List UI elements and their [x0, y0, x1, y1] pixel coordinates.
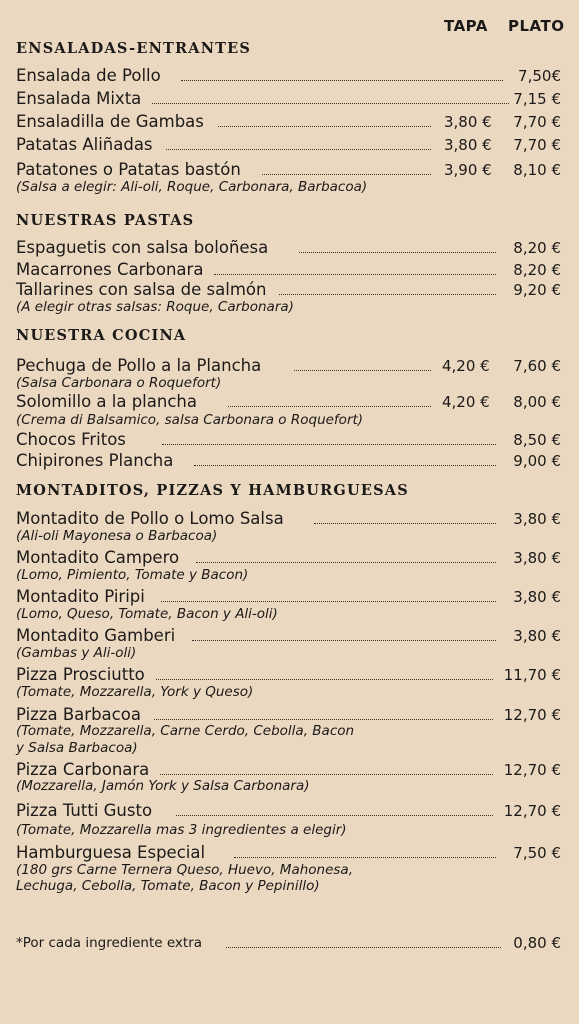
item-name: Montadito de Pollo o Lomo Salsa	[16, 509, 284, 528]
dot-leader	[314, 523, 496, 524]
menu-item	[16, 89, 561, 111]
dot-leader	[156, 679, 493, 680]
item-price-plato: 8,50 €	[513, 431, 561, 449]
item-price-plato: 8,20 €	[513, 239, 561, 257]
dot-leader	[192, 640, 496, 641]
dot-leader	[218, 126, 431, 127]
dot-leader	[234, 857, 496, 858]
item-price-tapa: 4,20 €	[442, 357, 490, 375]
item-name: Espaguetis con salsa boloñesa	[16, 238, 269, 257]
menu-item	[16, 66, 561, 88]
menu-item	[16, 392, 561, 414]
item-price-tapa: 3,90 €	[444, 161, 492, 179]
item-note: (Mozzarella, Jamón York y Salsa Carbonara)	[16, 778, 310, 794]
dot-leader	[226, 947, 501, 948]
item-note: y Salsa Barbacoa)	[16, 740, 138, 756]
item-note: (Lomo, Pimiento, Tomate y Bacon)	[16, 567, 249, 583]
section-ensaladas: ENSALADAS-ENTRANTES	[16, 40, 252, 57]
menu-item	[16, 451, 561, 473]
item-note: (Tomate, Mozzarella mas 3 ingredientes a elegir)	[16, 822, 347, 838]
item-name: Pechuga de Pollo a la Plancha	[16, 356, 262, 375]
item-name: Montadito Gamberi	[16, 626, 176, 645]
item-price-plato: 3,80 €	[513, 627, 561, 645]
item-price-tapa: 3,80 €	[444, 136, 492, 154]
section-cocina: NUESTRA COCINA	[16, 327, 187, 344]
item-price-tapa: 3,80 €	[444, 113, 492, 131]
item-price-plato: 7,15 €	[513, 90, 561, 108]
extra-price: 0,80 €	[513, 934, 561, 952]
dot-leader	[294, 370, 431, 371]
dot-leader	[262, 174, 431, 175]
dot-leader	[196, 562, 496, 563]
menu-item	[16, 112, 561, 134]
item-note: (Gambas y Ali-oli)	[16, 645, 137, 661]
menu-item	[16, 430, 561, 452]
menu-item	[16, 238, 561, 260]
item-price-plato: 12,70 €	[503, 706, 561, 724]
item-price-plato: 9,20 €	[513, 281, 561, 299]
item-price-plato: 8,20 €	[513, 261, 561, 279]
dot-leader	[279, 294, 496, 295]
item-name: Ensalada Mixta	[16, 89, 142, 108]
extra-label: *Por cada ingrediente extra	[16, 935, 203, 951]
dot-leader	[166, 149, 431, 150]
item-name: Montadito Campero	[16, 548, 180, 567]
section-montaditos: MONTADITOS, PIZZAS Y HAMBURGUESAS	[16, 482, 409, 499]
item-price-plato: 12,70 €	[503, 761, 561, 779]
dot-leader	[194, 465, 496, 466]
item-price-tapa: 4,20 €	[442, 393, 490, 411]
item-note: (Salsa a elegir: Ali-oli, Roque, Carbonara, Barbacoa)	[16, 179, 368, 195]
dot-leader	[162, 444, 496, 445]
section-pastas: NUESTRAS PASTAS	[16, 212, 195, 229]
item-price-plato: 11,70 €	[503, 666, 561, 684]
item-name: Ensaladilla de Gambas	[16, 112, 204, 131]
item-price-plato: 12,70 €	[503, 802, 561, 820]
menu-item	[16, 260, 561, 282]
item-price-plato: 3,80 €	[513, 588, 561, 606]
header-tapa: TAPA	[444, 17, 488, 35]
item-note: (180 grs Carne Ternera Queso, Huevo, Mahonesa,	[16, 862, 353, 878]
item-name: Pizza Carbonara	[16, 760, 150, 779]
item-price-plato: 8,00 €	[513, 393, 561, 411]
dot-leader	[176, 815, 493, 816]
dot-leader	[228, 406, 431, 407]
item-note: (Tomate, Mozzarella, York y Queso)	[16, 684, 254, 700]
dot-leader	[181, 80, 503, 81]
item-price-plato: 3,80 €	[513, 510, 561, 528]
item-price-plato: 7,70 €	[513, 113, 561, 131]
item-note: (Salsa Carbonara o Roquefort)	[16, 375, 222, 391]
item-price-plato: 7,60 €	[513, 357, 561, 375]
item-price-plato: 7,70 €	[513, 136, 561, 154]
item-name: Solomillo a la plancha	[16, 392, 197, 411]
header-plato: PLATO	[508, 17, 565, 35]
item-name: Ensalada de Pollo	[16, 66, 161, 85]
item-price-plato: 7,50 €	[513, 844, 561, 862]
item-price-plato: 3,80 €	[513, 549, 561, 567]
item-name: Pizza Tutti Gusto	[16, 801, 153, 820]
item-name: Chipirones Plancha	[16, 451, 174, 470]
dot-leader	[160, 774, 493, 775]
item-price-plato: 9,00 €	[513, 452, 561, 470]
extra-ingredient-row	[16, 933, 561, 955]
item-note: (Tomate, Mozzarella, Carne Cerdo, Cebolla, Bacon	[16, 723, 355, 739]
item-name: Tallarines con salsa de salmón	[16, 280, 267, 299]
item-price-plato: 8,10 €	[513, 161, 561, 179]
item-name: Hamburguesa Especial	[16, 843, 206, 862]
item-note: (Crema di Balsamico, salsa Carbonara o Roquefort)	[16, 412, 364, 428]
dot-leader	[214, 274, 496, 275]
item-name: Montadito Piripi	[16, 587, 145, 606]
item-name: Patatas Aliñadas	[16, 135, 153, 154]
dot-leader	[299, 252, 496, 253]
dot-leader	[154, 719, 493, 720]
item-note: Lechuga, Cebolla, Tomate, Bacon y Pepinillo)	[16, 878, 320, 894]
item-name: Patatones o Patatas bastón	[16, 160, 241, 179]
item-name: Chocos Fritos	[16, 430, 126, 449]
dot-leader	[161, 601, 496, 602]
menu-item	[16, 801, 561, 823]
item-name: Pizza Barbacoa	[16, 705, 141, 724]
item-price-plato: 7,50€	[518, 67, 561, 85]
item-name: Pizza Prosciutto	[16, 665, 145, 684]
dot-leader	[152, 103, 509, 104]
item-note: (Ali-oli Mayonesa o Barbacoa)	[16, 528, 218, 544]
item-note: (Lomo, Queso, Tomate, Bacon y Ali-oli)	[16, 606, 278, 622]
item-note: (A elegir otras salsas: Roque, Carbonara)	[16, 299, 294, 315]
item-name: Macarrones Carbonara	[16, 260, 204, 279]
menu-item	[16, 135, 561, 157]
